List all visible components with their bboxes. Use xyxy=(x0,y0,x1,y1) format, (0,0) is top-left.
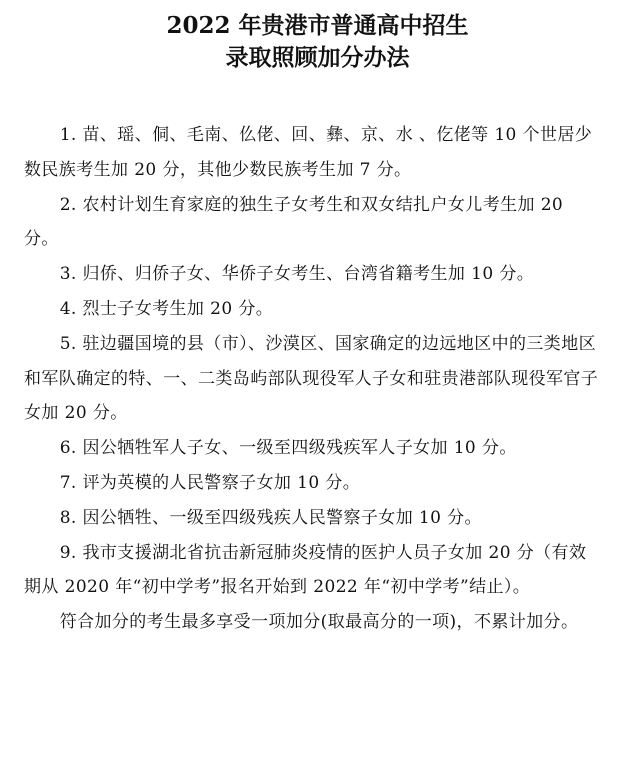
paragraph-family-planning: 2. 农村计划生育家庭的独生子女考生和双女结扎户女儿考生加 20 分。 xyxy=(24,194,564,250)
paragraph-ethnic-minority: 1. 苗、瑶、侗、毛南、仫佬、回、彝、京、水 、仡佬等 10 个世居少数民族考生加 20 分，其他少数民族考生加 7 分。 xyxy=(24,125,593,180)
document-title xyxy=(24,10,601,74)
paragraph-police-sacrifice: 8. 因公牺牲、一级至四级残疾人民警察子女加 10 分。 xyxy=(59,507,482,528)
paragraph-medical-staff: 9. 我市支援湖北省抗击新冠肺炎疫情的医护人员子女加 20 分（有效期从 2020 年“初中学考”报名开始到 2022 年“初中学考”结止）。 xyxy=(24,542,587,598)
title-line-2: 录取照顾加分办法 xyxy=(225,44,410,71)
title-line-1: 2022 年贵港市普通高中招生 xyxy=(166,12,469,39)
paragraph-border-military: 5. 驻边疆国境的县（市）、沙漠区、国家确定的边远地区中的三类地区和军队确定的特、一、二类岛屿部队现役军人子女和驻贵港部队现役军官子女加 20 分。 xyxy=(24,333,599,424)
paragraph-overseas-chinese: 3. 归侨、归侨子女、华侨子女考生、台湾省籍考生加 10 分。 xyxy=(59,264,535,285)
paragraph-hero-police: 7. 评为英模的人民警察子女加 10 分。 xyxy=(59,472,361,493)
paragraph-martyr-children: 4. 烈士子女考生加 20 分。 xyxy=(59,298,274,319)
paragraph-max-one-bonus: 符合加分的考生最多享受一项加分(取最高分的一项)，不累计加分。 xyxy=(59,612,579,633)
paragraph-military-sacrifice: 6. 因公牺牲军人子女、一级至四级残疾军人子女加 10 分。 xyxy=(59,438,517,459)
document-body xyxy=(24,118,601,640)
